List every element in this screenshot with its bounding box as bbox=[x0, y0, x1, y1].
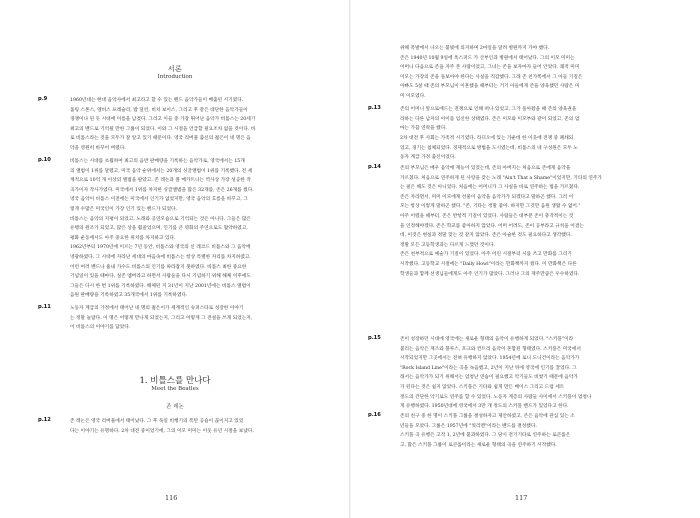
text-line: 마는 가끔 연락을 했다. bbox=[400, 126, 447, 132]
page-number-right: 117 bbox=[515, 494, 528, 502]
text-line: 년들을 모았다. 그룹은 1957년에 "쿼리멘"이라는 밴드를 결성했다. bbox=[400, 423, 537, 429]
entry-p11 bbox=[38, 304, 325, 333]
text-line: 다는 이야기는 유명하다. 2차 대전 중이었기에, 그의 이모 미미는 이웃 유년 시절을 보냈다. bbox=[70, 428, 254, 434]
text-line: 존의 어머니 앞으로에드는 전쟁으로 인해 떠나 있었고, 그가 돌아왔을 때 존의 양육권을 bbox=[400, 107, 577, 112]
text-line: 라하는 다른 남자의 아이를 임신한 상태였다. 존은 이모와 이모부와 같이 되었고, 존의 엄 bbox=[400, 116, 580, 122]
text-line: 1962년부터 1970년에 이르는 7년 동안, 비틀스와 영국의 신 레코드 비틀스와 그 음악에 bbox=[70, 245, 251, 251]
paragraph bbox=[400, 44, 670, 102]
text-line: 아주 어렸을 때부터, 존은 반항적 기질이 있었다. 사람들은 대부분 존이 충격적이는 것 bbox=[400, 213, 574, 219]
text-line: 는 필은 해도 것은 아니었다. 처음에는 어머니가 그 사실을 바로 연주하는 법을 가르쳤다. bbox=[400, 185, 580, 191]
text-line: 정말 모든 고등학생과는 다르게 느꼈던 것이다. bbox=[400, 242, 495, 248]
text-line: 영광하였다. 그 시대에 자라난 세대의 마음속에 비틀스는 항상 특별한 자리를 차지하였고, bbox=[70, 254, 251, 260]
paragraph bbox=[400, 134, 670, 163]
page-reference: p.10 bbox=[38, 157, 51, 163]
intro-title-en: Introduction bbox=[157, 74, 193, 80]
page-reference: p.15 bbox=[368, 335, 381, 341]
text-line: 의 앨범이 1위를 달렸고, 미국 음악 순위에서는 20개의 싱글앨범이 1위를 기록했다. 전 세 bbox=[70, 168, 253, 174]
entry-p16 bbox=[368, 412, 670, 450]
text-line: 었고, 경기는 침체되었다. 경제적으로 방법을 도시였는데, 비틀스의 네 구성원은 모두 노 bbox=[400, 145, 578, 151]
text-line: 비틀스는 음악의 지평이 되었고, 노래와 공연모습으로 기억되는 것은 아니다. 그들은 많은 bbox=[70, 216, 251, 222]
chapter-title: 1. 비틀스를 만나다 bbox=[139, 376, 211, 386]
paragraph bbox=[70, 157, 325, 301]
text-line: 시작되었지만 그곳에서는 전혀 유행하지 않았다. 1954년에 로니 도니건이라는 음악가가 bbox=[400, 356, 580, 362]
text-line: 게 유행하였다. 1950년대에 영국에서 3만 개 정도의 스키플 밴드가 있었다고 한다. bbox=[400, 404, 569, 410]
text-line: 계적으로 10억 개 이상의 앨범을 팔았고, 존 레논과 폴 매카트니는 역사상 가장 성공한 작 bbox=[70, 178, 251, 184]
text-line: 어머니 다음으로 존을 자주 본 사람이었고, 그녀는 존을 보자마자 들어 안았다. 쾌적 미미 bbox=[400, 65, 580, 71]
text-line: 동자 계급 가정 출신이었다. bbox=[400, 155, 456, 161]
text-line: 2차 대전 후 사회는 가족적 시기였다. 라디오에 있는 가운데 한 이웃에 전쟁 중 폐쇄되 bbox=[400, 136, 574, 141]
page-reference: p.13 bbox=[368, 105, 381, 111]
text-line: 노동자 계급의 가정에서 태어난 네 명의 젊은이가 세계적인 슈퍼스타로 성장한 이야기 bbox=[70, 306, 244, 311]
text-line: 을 인정해야겠다. 존은 학교를 좋아하지 않았다. 어머 어려도, 존이 공부라고 규칙을 어겼는 bbox=[400, 223, 584, 229]
entry-p9 bbox=[38, 96, 325, 154]
text-line: 존은 천부적으로 예술가 기질이 있었다. 아주 어린 시절부터 시를 쓰고 만화를 그리기 bbox=[400, 252, 572, 258]
page-number-left: 116 bbox=[165, 494, 178, 502]
text-line: 이 비틀스의 이야기를 담았다. bbox=[70, 325, 131, 331]
text-line: 존의 친구 중 한 명이 스키플 그룹을 결성하자고 제안하였고, 존은 음악에 관심 있는 소 bbox=[400, 414, 575, 419]
paragraph bbox=[400, 105, 670, 134]
text-line: 평화 운동에서도 아주 중요한 위치를 차지하고 있다. bbox=[70, 235, 176, 241]
entry-p13 bbox=[368, 105, 670, 134]
paragraph bbox=[70, 417, 325, 436]
text-line: 존 레논은 영국 리버풀에서 태어났다. 그 후 독일 비행기의 폭탄 공습이 끊이지고 있었 bbox=[70, 419, 244, 424]
text-line: 아빠도 5살 때 존의 부모님이 이혼했을 때부터는 거기 아들에게 존을 양육했던 사람은 미 bbox=[400, 84, 580, 90]
text-line: 고, 많은 스키플 그룹이 로큰롤이라는 새로운 형태의 곡을 연주하기 시작했다. bbox=[400, 442, 557, 448]
paragraph bbox=[70, 304, 325, 333]
text-line: 불리는 음악은 재즈와 블루스, 포크와 컨트리 음악이 혼합된 형태였다. 스키플은 미국에서 bbox=[400, 346, 581, 352]
page-reference: p.11 bbox=[38, 304, 51, 310]
text-line: 정도의 간단한 악기로도 연주를 할 수 있었다. 노동자 계층의 사람들 사이에서 스키플이 엄청나 bbox=[400, 394, 592, 400]
text-line: 최고의 밴드로 기억될 만한 그룹이 되었다. 이와 그 시절을 언급할 필요조차 없을 것이다. 바 bbox=[70, 126, 256, 132]
text-line: 악을 영원히 바꾸어 버렸다. bbox=[70, 145, 126, 151]
text-line: 그들은 다시 한 번 1위를 기록하였다. 해체된 지 31년이 지난 2001년에는 비틀스 앨범이 bbox=[70, 283, 251, 289]
text-line: 비틀스는 시대를 초월하여 최고의 음반 판매량을 기록하는 음악가로, 영국에서는 15개 bbox=[70, 159, 245, 164]
text-line: 학생들과 함께 선생님들에게도 아주 인기가 많았다. 그러나 그의 재주만큼은 우수하였다. bbox=[400, 271, 580, 277]
text-line: 유행의 원조가 되었고, 많은 상을 휩쓸었으며, 인기를 큰 영화의 주연으로도 활약하였고, bbox=[70, 226, 248, 232]
entry-continued bbox=[400, 44, 670, 102]
text-line: 는 정말 놀랍다. 이 명은 어떻게 만나게 되었는지, 그리고 어떻게 그 전설을 쓰게 되었는지, bbox=[70, 315, 253, 321]
text-line: 모는 항상 이렇게 말하곤 했다. "존, 기타는 정말 좋아. 하지만 그것만 음원 생활 수 없어." bbox=[400, 204, 581, 210]
text-line: 곡가이자 작사가였다. 미국에서 1위를 차지한 싱글앨범을 많은 32개를, 존은 26개를 썼다. bbox=[70, 187, 254, 193]
text-line: 스키플 곡 유행은 고작 1, 2년에 불과하였다. 그 당시 전기기타로 연주하는 로큰롤은 bbox=[400, 433, 571, 439]
paragraph bbox=[400, 335, 670, 412]
entry-p10 bbox=[38, 157, 325, 301]
text-line: 시작했다. 고등학교 시절에는 "Daily Howl"이라는 만화책까지 썼다. 이 만화책은 다른 bbox=[400, 261, 577, 267]
entry-postwar bbox=[400, 134, 670, 163]
text-line: 이모는 가장의 존을 돌보아야 한다는 사실을 직감했다. 그래 존 친가쪽에서 그 아들 기질은 bbox=[400, 74, 583, 80]
text-line: 위해 폭발에서 나오는 불빛에 의지하며 2마일을 달려 병원까지 가야 했다. bbox=[400, 46, 550, 51]
text-line: 로 비틀스라는 것을 모두가 잘 알고 있기 때문이다. 영국 리버풀 출신의 젊은이 네 명은 음 bbox=[70, 136, 251, 142]
text-line: 존의 부모님은 매우 음악에 재능이 있었는데, 존의 아버지는 처음으로 존에게 음악을 bbox=[400, 166, 571, 171]
text-line: 존은 자라면서, 미미 이모에게 선물이 음악을 음악가가 되겠다고 말하곤 했다. 그러 이 bbox=[400, 194, 574, 200]
paragraph bbox=[400, 164, 670, 279]
text-line: 래서는 음악가가 되기 위해서는 엄청난 연습이 필요했고 악기들도 비쌌기 때문에 음악가 bbox=[400, 375, 578, 381]
chapter-author: 존 레논 bbox=[166, 404, 184, 410]
text-line: 데, 이것은 현실과 정말 맞는 것 같지 않았다. 존은 아슬한 것도 필요하다고 생각했다. bbox=[400, 233, 572, 239]
text-line: 음원 판매량을 기록하였고 35개국에서 1위를 기록하였다. bbox=[70, 293, 188, 299]
page-reference: p.9 bbox=[38, 96, 48, 102]
page-reference: p.14 bbox=[368, 164, 381, 170]
right-page bbox=[350, 0, 700, 518]
entry-p14 bbox=[368, 164, 670, 279]
text-line: 미 이모였다. bbox=[400, 93, 426, 99]
text-line: 이런 여러 밴드나 흉내 가수도 비틀스의 인기를 따라잡지 못하였다. 비틀스 최한 중요한 bbox=[70, 264, 247, 270]
paragraph bbox=[400, 412, 670, 450]
text-line: "Rock Island Line"이라는 곡을 녹음했고, 2년이 지난 뒤에 영국에 인기를 끌었다. 그 bbox=[400, 365, 577, 371]
text-line: 영국 음악이 비틀스 이전에는 미국에서 인기가 없었지만, 영국 음악의 흐름을 바꾸고, 그 bbox=[70, 197, 248, 203]
paragraph bbox=[70, 96, 325, 154]
page-reference: p.16 bbox=[368, 412, 381, 418]
text-line: 존은 1940년 10월 9일에 옥스퍼드 가 산부인과 병원에서 태어났다. 그의 이모 미미는 bbox=[400, 55, 575, 61]
text-line: 롤링 스톤스, 엘비스 프레슬리, 밥 딜런, 비치 보이스, 그리고 후 같은 대단한 음악가들이 bbox=[70, 107, 248, 113]
chapter-title-en: Meet the Beatles bbox=[151, 386, 199, 392]
page-reference: p.12 bbox=[38, 417, 51, 423]
intro-title: 서론 bbox=[167, 65, 183, 73]
entry-p15 bbox=[368, 335, 670, 412]
text-line: 가르쳤다. 처음으로 연주하게 된 사랑을 갖는 노래 "Ain't That a Shame"이었지만, 기타의 연주가 bbox=[400, 175, 602, 181]
text-line: 기념일이 있을 때마다, 실존 멤버라고 하면서 사람들을 다시 기념하기 위해 해체 이후에도 bbox=[70, 274, 251, 280]
entry-p12 bbox=[38, 417, 325, 436]
text-line: 경쟁이나 된 듯 시대에 이름을 남겼다. 그리고 이들 중 가장 뛰어난 음악가 비틀스는 20세기 bbox=[70, 117, 256, 123]
text-line: 가 된다는 것은 쉽지 않았다. 스키플은 기타와 쉽게 만든 베이스 그리고 드럼 세트 bbox=[400, 384, 565, 390]
text-line: 렇게 수많은 미국인이 가장 인기 있는 밴드가 되었다. bbox=[70, 206, 178, 212]
text-line: 존이 성장하던 시대에 영국에는 새로운 형태의 음악이 유행하게 되었다. "스키플"이라 bbox=[400, 337, 574, 342]
text-line: 1960년대는 현대 음악사에서 최고라고 할 수 있는 밴드 음악가들이 배출된 시기였다. bbox=[70, 98, 244, 103]
